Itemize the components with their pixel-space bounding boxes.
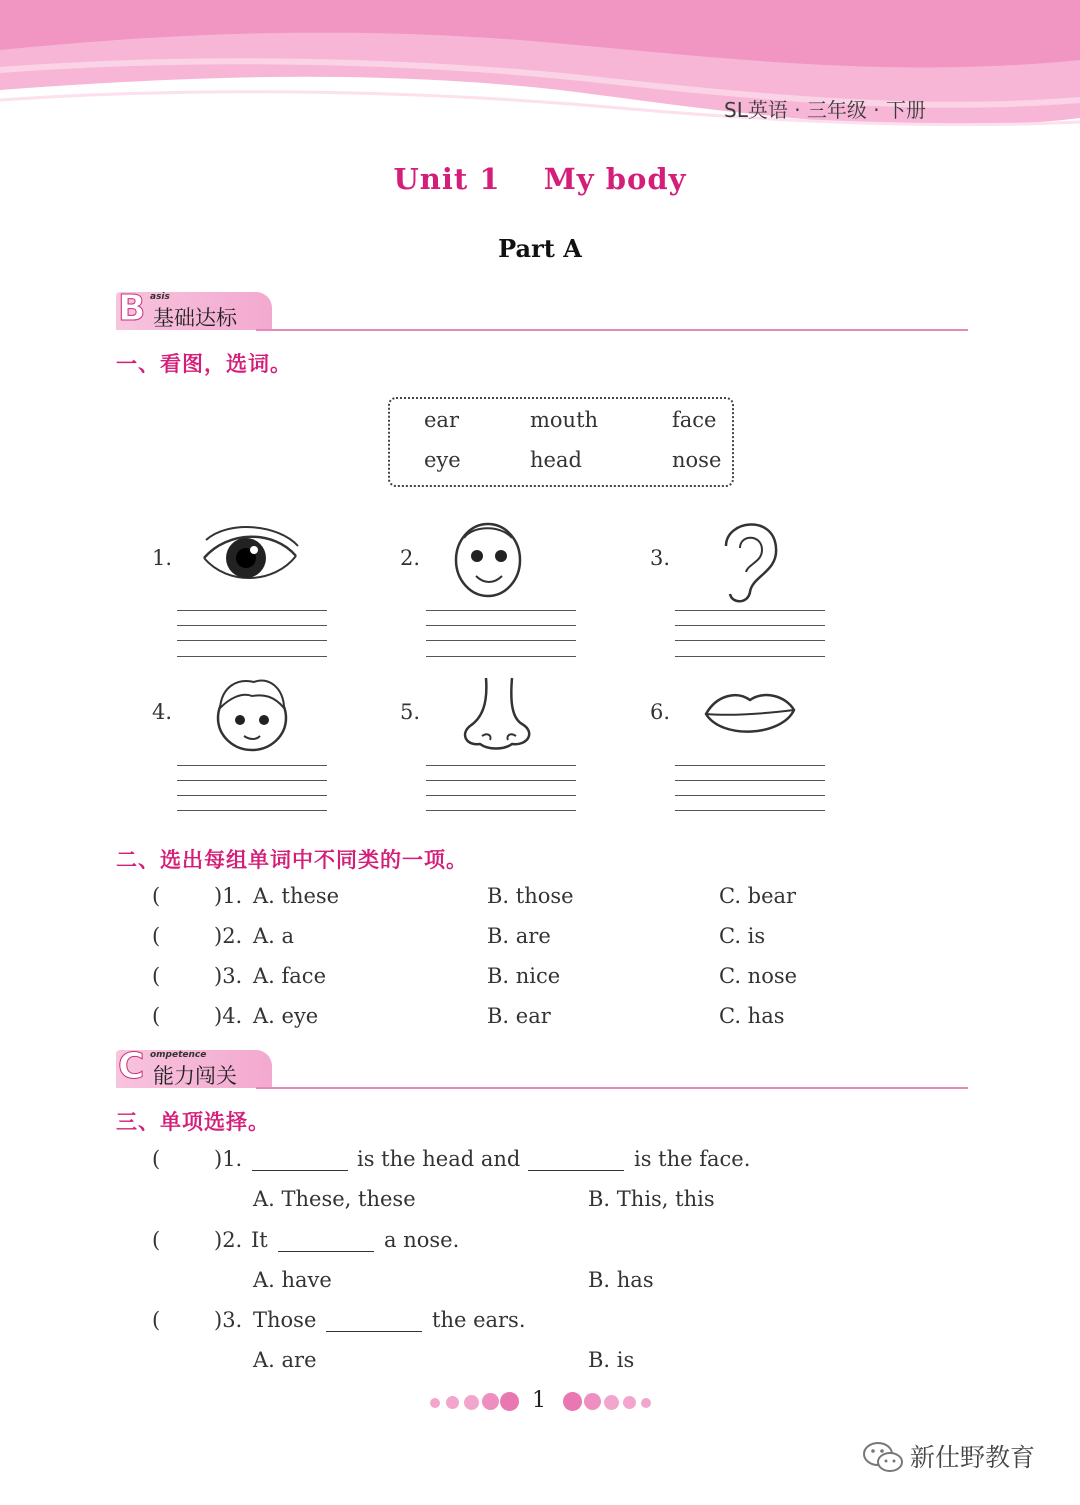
q2-option-b: B. those [487, 884, 574, 908]
section-small-word: asis [150, 292, 170, 302]
fill-blank[interactable] [326, 1331, 422, 1332]
q3-option-b: B. is [588, 1348, 635, 1372]
answer-line [675, 656, 825, 657]
ear-icon [712, 512, 786, 606]
answer-line [675, 765, 825, 766]
answer-line [675, 625, 825, 626]
section-divider [256, 1087, 968, 1089]
answer-line [426, 656, 576, 657]
answer-line [177, 810, 327, 811]
section-divider [256, 329, 968, 331]
q2-option-c: C. has [719, 1004, 785, 1028]
page-number: 1 [532, 1388, 546, 1413]
section-label: 能力闯关 [153, 1064, 237, 1088]
q3-option-b: B. has [588, 1268, 654, 1292]
q2-option-a: A. a [253, 924, 295, 948]
section-competence-header [116, 1046, 968, 1092]
wechat-icon [862, 1440, 906, 1474]
q3-item-number: )1. [214, 1147, 243, 1171]
word-box-word: eye [424, 448, 461, 472]
page-dot [641, 1398, 651, 1408]
q3-heading: 三、单项选择。 [116, 1110, 270, 1134]
picture-number: 6. [650, 700, 671, 724]
q3-sentence-part: a nose. [384, 1228, 460, 1252]
page-dot [604, 1395, 619, 1410]
page-dot [584, 1393, 601, 1410]
q3-sentence-part: It [251, 1228, 268, 1252]
section-letter: C [118, 1046, 145, 1087]
q1-heading: 一、看图，选词。 [116, 352, 292, 376]
section-basis-header [116, 288, 968, 334]
answer-line [177, 765, 327, 766]
fill-blank[interactable] [252, 1170, 348, 1171]
page-dot [623, 1396, 636, 1409]
word-box-word: mouth [530, 408, 599, 432]
section-label: 基础达标 [153, 306, 237, 330]
q2-option-b: B. nice [487, 964, 561, 988]
answer-line [675, 610, 825, 611]
fill-blank[interactable] [278, 1251, 374, 1252]
q3-item-number: )2. [214, 1228, 243, 1252]
q3-sentence-part: is the face. [634, 1147, 751, 1171]
answer-line [675, 640, 825, 641]
answer-line [426, 610, 576, 611]
q3-sentence-part: the ears. [432, 1308, 526, 1332]
answer-line [177, 640, 327, 641]
q2-option-c: C. nose [719, 964, 798, 988]
face-icon [450, 514, 526, 600]
answer-line [177, 610, 327, 611]
q3-paren: ( [152, 1147, 161, 1171]
unit-title [0, 162, 1080, 196]
q2-option-b: B. are [487, 924, 551, 948]
q3-option-b: B. This, this [588, 1187, 715, 1211]
part-title: Part A [498, 234, 582, 263]
answer-line [426, 765, 576, 766]
q2-paren: ( [152, 1004, 161, 1028]
answer-line [426, 625, 576, 626]
q2-option-a: A. eye [253, 1004, 319, 1028]
fill-blank[interactable] [528, 1170, 624, 1171]
q3-option-a: A. have [253, 1268, 332, 1292]
answer-line [426, 810, 576, 811]
head-icon [208, 674, 296, 754]
answer-line [177, 656, 327, 657]
answer-line [177, 625, 327, 626]
q2-item-number: )1. [214, 884, 243, 908]
answer-line [675, 795, 825, 796]
answer-line [426, 640, 576, 641]
answer-line [426, 780, 576, 781]
eye-icon [198, 522, 302, 588]
q3-sentence-part: is the head and [357, 1147, 521, 1171]
picture-number: 1. [152, 546, 173, 570]
page-dot [430, 1398, 440, 1408]
q2-item-number: )2. [214, 924, 243, 948]
q2-option-a: A. face [253, 964, 326, 988]
section-small-word: ompetence [150, 1050, 207, 1060]
answer-line [675, 810, 825, 811]
picture-number: 2. [400, 546, 421, 570]
q3-item-number: )3. [214, 1308, 243, 1332]
q2-option-a: A. these [253, 884, 340, 908]
picture-number: 4. [152, 700, 173, 724]
q2-heading: 二、选出每组单词中不同类的一项。 [116, 848, 468, 872]
unit-number: Unit 1 [393, 162, 501, 196]
q2-option-c: C. bear [719, 884, 797, 908]
q3-option-a: A. These, these [253, 1187, 416, 1211]
q2-option-c: C. is [719, 924, 766, 948]
word-box-word: head [530, 448, 582, 472]
q2-option-b: B. ear [487, 1004, 551, 1028]
q3-option-a: A. are [253, 1348, 317, 1372]
picture-number: 5. [400, 700, 421, 724]
q3-paren: ( [152, 1308, 161, 1332]
mouth-icon [702, 686, 798, 740]
answer-line [426, 795, 576, 796]
q3-sentence-part: Those [253, 1308, 317, 1332]
page-dot [563, 1392, 582, 1411]
page-dot [446, 1396, 459, 1409]
answer-line [177, 780, 327, 781]
q2-paren: ( [152, 924, 161, 948]
section-letter: B [118, 288, 146, 329]
word-box-word: nose [672, 448, 722, 472]
q3-paren: ( [152, 1228, 161, 1252]
book-label: SL英语 · 三年级 · 下册 [724, 98, 926, 122]
page-dot [464, 1395, 479, 1410]
picture-number: 3. [650, 546, 671, 570]
q2-paren: ( [152, 884, 161, 908]
answer-line [177, 795, 327, 796]
q2-item-number: )3. [214, 964, 243, 988]
unit-topic: My body [543, 162, 687, 196]
q2-paren: ( [152, 964, 161, 988]
page-dot [500, 1392, 519, 1411]
nose-icon [460, 674, 540, 752]
page-dot [482, 1393, 499, 1410]
word-box-word: ear [424, 408, 459, 432]
watermark-text: 新仕野教育 [910, 1443, 1036, 1472]
word-box-word: face [672, 408, 717, 432]
q2-item-number: )4. [214, 1004, 243, 1028]
answer-line [675, 780, 825, 781]
